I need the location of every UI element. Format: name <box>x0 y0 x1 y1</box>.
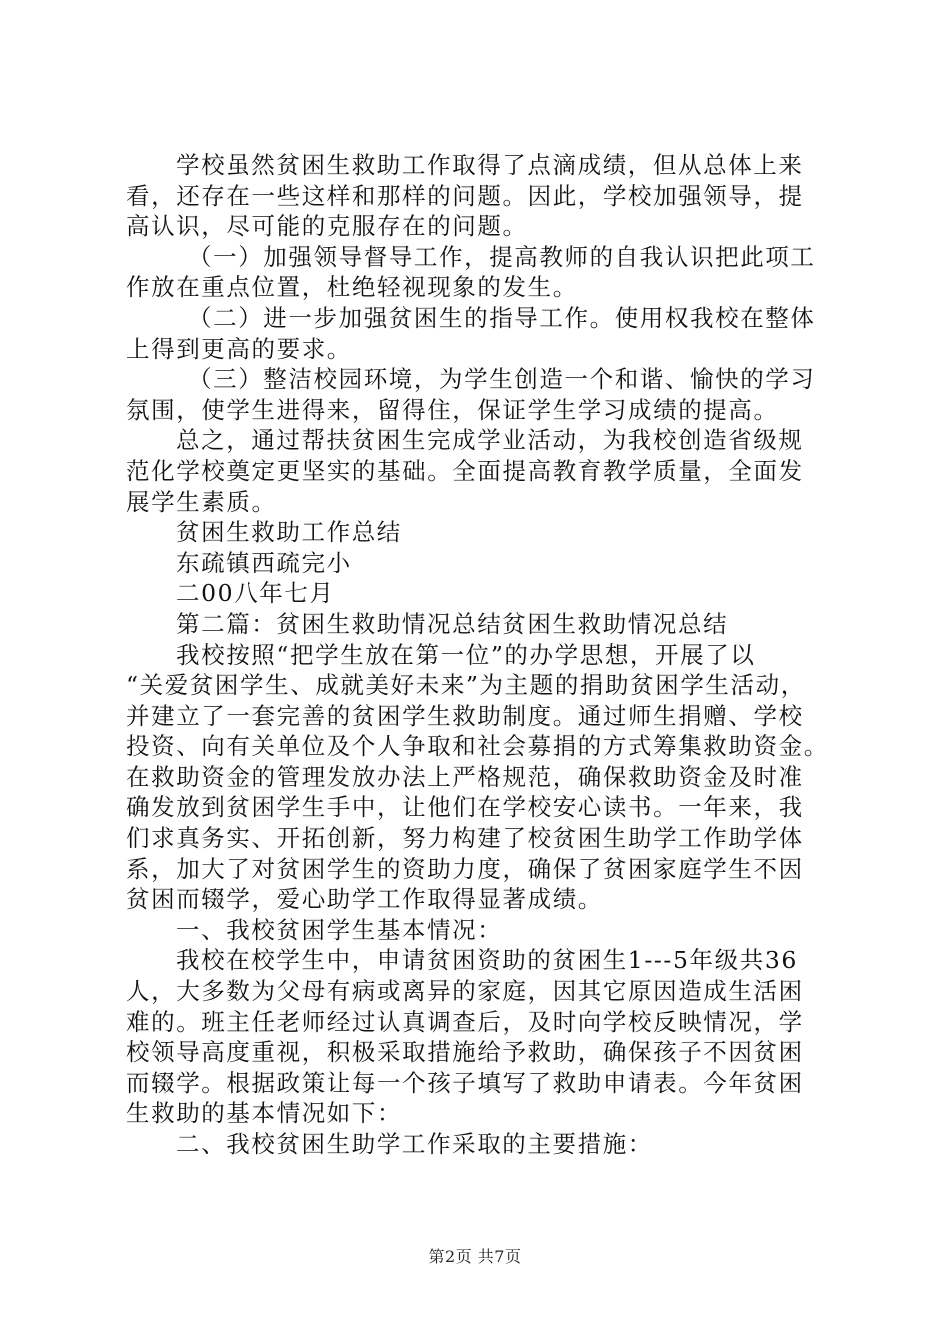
text-line: “关爱贫困学生、成就美好未来”为主题的捐助贫困学生活动， <box>126 671 806 700</box>
text-line: 我校按照“把学生放在第一位”的办学思想，开展了以 <box>176 640 756 669</box>
text-line: 生救助的基本情况如下： <box>126 1099 403 1128</box>
text-line: （二）进一步加强贫困生的指导工作。使用权我校在整体 <box>188 303 816 332</box>
text-line: （一）加强领导督导工作，提高教师的自我认识把此项工 <box>188 242 816 271</box>
text-line: 二00八年七月 <box>176 579 335 608</box>
text-line: （三）整洁校园环境，为学生创造一个和谐、愉快的学习 <box>188 365 816 394</box>
text-line: 展学生素质。 <box>126 487 277 516</box>
document-body <box>126 150 836 1160</box>
text-line: 第二篇：贫困生救助情况总结贫困生救助情况总结 <box>176 609 729 638</box>
text-line: 校领导高度重视，积极采取措施给予救助，确保孩子不因贫困 <box>126 1038 804 1067</box>
text-line: 并建立了一套完善的贫困学生救助制度。通过师生捐赠、学校 <box>126 701 804 730</box>
text-line: 而辍学。根据政策让每一个孩子填写了救助申请表。今年贫困 <box>126 1068 804 1097</box>
text-line: 我校在校学生中，申请贫困资助的贫困生1---5年级共36 <box>176 946 798 975</box>
text-line: 贫困而辍学，爱心助学工作取得显著成绩。 <box>126 885 603 914</box>
text-line: 作放在重点位置，杜绝轻视现象的发生。 <box>126 273 578 302</box>
text-line: 总之，通过帮扶贫困生完成学业活动，为我校创造省级规 <box>176 426 804 455</box>
text-line: 在救助资金的管理发放办法上严格规范，确保救助资金及时准 <box>126 762 804 791</box>
text-line: 难的。班主任老师经过认真调查后，及时向学校反映情况，学 <box>126 1007 804 1036</box>
text-line: 一、我校贫困学生基本情况： <box>176 915 503 944</box>
text-line: 氛围，使学生进得来，留得住，保证学生学习成绩的提高。 <box>126 395 779 424</box>
text-line: 看，还存在一些这样和那样的问题。因此，学校加强领导，提 <box>126 181 804 210</box>
text-line: 投资、向有关单位及个人争取和社会募捐的方式筹集救助资金。 <box>126 732 829 761</box>
text-line: 确发放到贫困学生手中，让他们在学校安心读书。一年来，我 <box>126 793 804 822</box>
text-line: 人，大多数为父母有病或离异的家庭，因其它原因造成生活困 <box>126 977 804 1006</box>
text-line: 东疏镇西疏完小 <box>176 548 352 577</box>
text-line: 系，加大了对贫困学生的资助力度，确保了贫困家庭学生不因 <box>126 854 804 883</box>
text-line: 上得到更高的要求。 <box>126 334 352 363</box>
page-footer: 第2页 共7页 <box>428 1247 522 1266</box>
text-line: 学校虽然贫困生救助工作取得了点滴成绩，但从总体上来 <box>176 151 804 179</box>
text-line: 高认识，尽可能的克服存在的问题。 <box>126 212 528 241</box>
text-line: 二、我校贫困生助学工作采取的主要措施： <box>176 1130 653 1158</box>
text-line: 范化学校奠定更坚实的基础。全面提高教育教学质量，全面发 <box>126 456 804 485</box>
text-line: 贫困生救助工作总结 <box>176 518 402 547</box>
text-line: 们求真务实、开拓创新，努力构建了校贫困生助学工作助学体 <box>126 824 804 853</box>
